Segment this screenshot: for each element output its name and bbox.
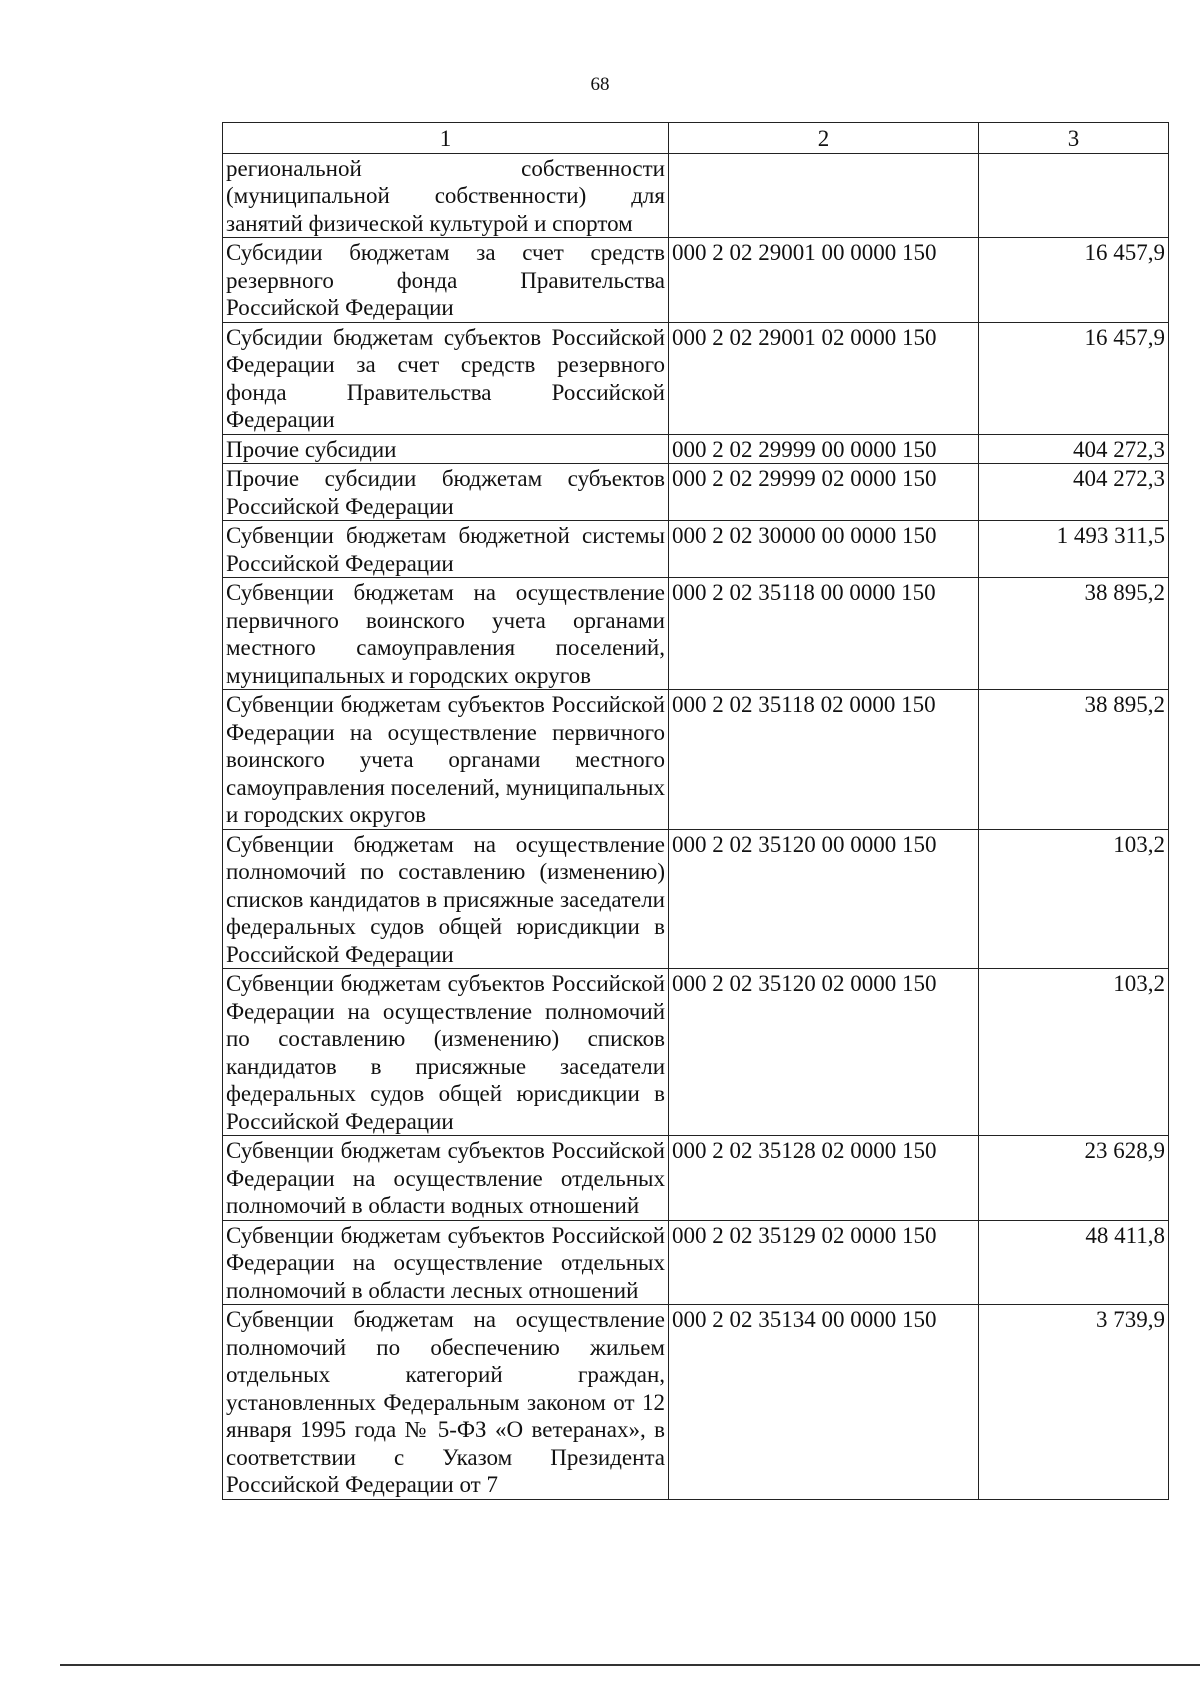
row-code: 000 2 02 35120 00 0000 150 bbox=[669, 829, 979, 969]
table-header-row bbox=[223, 123, 1169, 154]
table-row bbox=[223, 1136, 1169, 1221]
page-number: 68 bbox=[590, 74, 610, 95]
table-row bbox=[223, 690, 1169, 830]
row-description: Субвенции бюджетам субъектов Российской Федерации на осуществление полномочий по составлению (изменению) списков кандидатов в присяжные заседатели федеральных судов общей юрисдикции в Российской Федерации bbox=[223, 969, 669, 1136]
column-header-2: 2 bbox=[669, 123, 979, 154]
footer-divider bbox=[60, 1664, 1200, 1666]
row-code: 000 2 02 29999 00 0000 150 bbox=[669, 434, 979, 464]
row-description: Субвенции бюджетам бюджетной системы Российской Федерации bbox=[223, 521, 669, 578]
table-row bbox=[223, 464, 1169, 521]
table-row bbox=[223, 521, 1169, 578]
table-row bbox=[223, 1305, 1169, 1500]
row-code: 000 2 02 29999 02 0000 150 bbox=[669, 464, 979, 521]
row-description: Субвенции бюджетам на осуществление полномочий по составлению (изменению) списков кандидатов в присяжные заседатели федеральных судов общей юрисдикции в Российской Федерации bbox=[223, 829, 669, 969]
table-row bbox=[223, 969, 1169, 1136]
row-code: 000 2 02 35134 00 0000 150 bbox=[669, 1305, 979, 1500]
row-description: Субвенции бюджетам субъектов Российской Федерации на осуществление первичного воинского учета органами местного самоуправления поселений, муниципальных и городских округов bbox=[223, 690, 669, 830]
row-amount: 16 457,9 bbox=[979, 238, 1169, 323]
row-amount: 103,2 bbox=[979, 969, 1169, 1136]
table-row bbox=[223, 434, 1169, 464]
row-code: 000 2 02 35128 02 0000 150 bbox=[669, 1136, 979, 1221]
row-amount: 1 493 311,5 bbox=[979, 521, 1169, 578]
row-code: 000 2 02 35129 02 0000 150 bbox=[669, 1220, 979, 1305]
row-code: 000 2 02 35118 00 0000 150 bbox=[669, 578, 979, 690]
row-amount: 23 628,9 bbox=[979, 1136, 1169, 1221]
table-row bbox=[223, 578, 1169, 690]
row-description: Прочие субсидии бюджетам субъектов Российской Федерации bbox=[223, 464, 669, 521]
row-amount: 38 895,2 bbox=[979, 578, 1169, 690]
row-code: 000 2 02 35120 02 0000 150 bbox=[669, 969, 979, 1136]
table-row bbox=[223, 238, 1169, 323]
row-amount: 3 739,9 bbox=[979, 1305, 1169, 1500]
table-row bbox=[223, 829, 1169, 969]
column-header-1: 1 bbox=[223, 123, 669, 154]
row-code: 000 2 02 35118 02 0000 150 bbox=[669, 690, 979, 830]
row-code: 000 2 02 29001 02 0000 150 bbox=[669, 322, 979, 434]
row-amount: 48 411,8 bbox=[979, 1220, 1169, 1305]
row-amount: 404 272,3 bbox=[979, 434, 1169, 464]
table-row bbox=[223, 153, 1169, 238]
row-description: Субвенции бюджетам субъектов Российской Федерации на осуществление отдельных полномочий в области лесных отношений bbox=[223, 1220, 669, 1305]
row-code bbox=[669, 153, 979, 238]
row-description: Субвенции бюджетам на осуществление полномочий по обеспечению жильем отдельных категорий граждан, установленных Федеральным законом от 12 января 1995 года № 5-ФЗ «О ветеранах», в соответствии с Указом Президента Российской Федерации от 7 bbox=[223, 1305, 669, 1500]
row-description: Субвенции бюджетам на осуществление первичного воинского учета органами местного самоуправления поселений, муниципальных и городских округов bbox=[223, 578, 669, 690]
row-description: Прочие субсидии bbox=[223, 434, 669, 464]
budget-revenue-table bbox=[222, 122, 1169, 1500]
table-row bbox=[223, 1220, 1169, 1305]
row-code: 000 2 02 30000 00 0000 150 bbox=[669, 521, 979, 578]
row-amount: 404 272,3 bbox=[979, 464, 1169, 521]
row-description: Субвенции бюджетам субъектов Российской Федерации на осуществление отдельных полномочий в области водных отношений bbox=[223, 1136, 669, 1221]
row-amount: 103,2 bbox=[979, 829, 1169, 969]
row-amount: 38 895,2 bbox=[979, 690, 1169, 830]
row-code: 000 2 02 29001 00 0000 150 bbox=[669, 238, 979, 323]
row-description: Субсидии бюджетам субъектов Российской Федерации за счет средств резервного фонда Правительства Российской Федерации bbox=[223, 322, 669, 434]
row-description: региональной собственности (муниципальной собственности) для занятий физической культурой и спортом bbox=[223, 153, 669, 238]
table-row bbox=[223, 322, 1169, 434]
row-description: Субсидии бюджетам за счет средств резервного фонда Правительства Российской Федерации bbox=[223, 238, 669, 323]
row-amount: 16 457,9 bbox=[979, 322, 1169, 434]
column-header-3: 3 bbox=[979, 123, 1169, 154]
row-amount bbox=[979, 153, 1169, 238]
